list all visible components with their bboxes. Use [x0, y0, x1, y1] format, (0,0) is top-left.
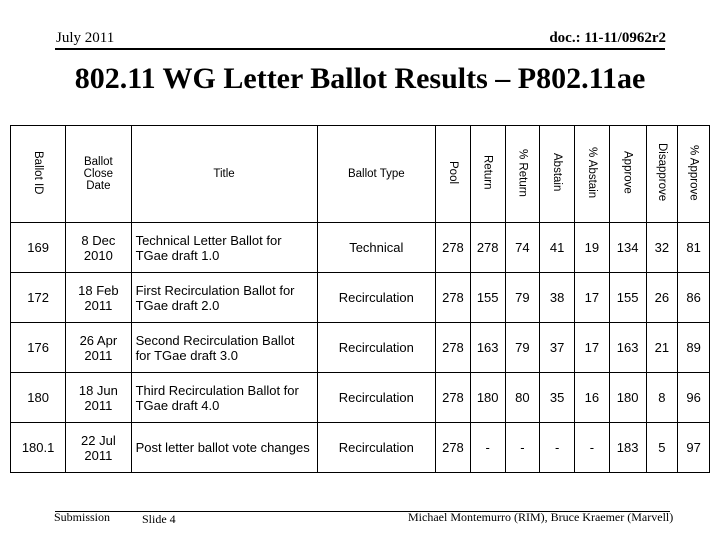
cell-close-date: 22 Jul 2011 [66, 423, 131, 473]
cell-approve: 155 [609, 273, 646, 323]
header-date: July 2011 [56, 30, 115, 46]
cell-return: 155 [470, 273, 505, 323]
cell-ballot-id: 180.1 [11, 423, 66, 473]
header-divider [55, 48, 665, 50]
table-row [11, 373, 710, 423]
column-header-close-date: Ballot Close Date [66, 126, 131, 223]
cell-close-date: 18 Feb 2011 [66, 273, 131, 323]
cell-disapprove: 26 [646, 273, 678, 323]
column-header-title: Title [131, 126, 317, 223]
cell-close-date: 26 Apr 2011 [66, 323, 131, 373]
cell-percent-approve: 96 [678, 373, 710, 423]
cell-percent-abstain: 19 [575, 223, 610, 273]
cell-return: 163 [470, 323, 505, 373]
slide-title: 802.11 WG Letter Ballot Results – P802.11ae [74, 62, 646, 95]
cell-percent-abstain: - [575, 423, 610, 473]
cell-approve: 134 [609, 223, 646, 273]
cell-percent-abstain: 17 [575, 273, 610, 323]
cell-title: Second Recirculation Ballot for TGae draft 3.0 [131, 323, 317, 373]
cell-disapprove: 5 [646, 423, 678, 473]
cell-abstain: 37 [540, 323, 575, 373]
cell-pool: 278 [436, 423, 471, 473]
column-header-ballot-type: Ballot Type [317, 126, 436, 223]
cell-disapprove: 8 [646, 373, 678, 423]
cell-percent-return: - [505, 423, 540, 473]
cell-abstain: - [540, 423, 575, 473]
cell-ballot-id: 176 [11, 323, 66, 373]
cell-title: First Recirculation Ballot for TGae draft 2.0 [131, 273, 317, 323]
column-header-percent-approve: % Approve [678, 126, 710, 223]
column-header-percent-abstain: % Abstain [575, 126, 610, 223]
cell-abstain: 35 [540, 373, 575, 423]
cell-pool: 278 [436, 273, 471, 323]
cell-title: Post letter ballot vote changes [131, 423, 317, 473]
cell-ballot-id: 172 [11, 273, 66, 323]
column-header-return: Return [470, 126, 505, 223]
cell-ballot-type: Recirculation [317, 273, 436, 323]
column-header-approve: Approve [609, 126, 646, 223]
cell-pool: 278 [436, 323, 471, 373]
cell-pool: 278 [436, 373, 471, 423]
footer-authors: Michael Montemurro (RIM), Bruce Kraemer (Marvell) [408, 510, 674, 524]
footer-slide-number: Slide 4 [142, 512, 176, 526]
table-row [11, 323, 710, 373]
cell-return: - [470, 423, 505, 473]
cell-close-date: 8 Dec 2010 [66, 223, 131, 273]
cell-percent-return: 79 [505, 323, 540, 373]
cell-percent-approve: 89 [678, 323, 710, 373]
cell-ballot-type: Recirculation [317, 323, 436, 373]
column-header-pool: Pool [436, 126, 471, 223]
cell-percent-abstain: 16 [575, 373, 610, 423]
cell-ballot-type: Recirculation [317, 373, 436, 423]
cell-ballot-id: 180 [11, 373, 66, 423]
cell-percent-abstain: 17 [575, 323, 610, 373]
cell-disapprove: 32 [646, 223, 678, 273]
cell-percent-approve: 81 [678, 223, 710, 273]
cell-title: Third Recirculation Ballot for TGae draft 4.0 [131, 373, 317, 423]
cell-percent-approve: 86 [678, 273, 710, 323]
table-header-row [11, 126, 710, 223]
cell-approve: 180 [609, 373, 646, 423]
column-header-percent-return: % Return [505, 126, 540, 223]
cell-disapprove: 21 [646, 323, 678, 373]
footer-submission: Submission [54, 510, 111, 524]
column-header-disapprove: Disapprove [646, 126, 678, 223]
cell-abstain: 38 [540, 273, 575, 323]
cell-ballot-id: 169 [11, 223, 66, 273]
cell-percent-return: 74 [505, 223, 540, 273]
cell-pool: 278 [436, 223, 471, 273]
document-number: doc.: 11-11/0962r2 [549, 30, 666, 46]
cell-title: Technical Letter Ballot for TGae draft 1.0 [131, 223, 317, 273]
cell-return: 180 [470, 373, 505, 423]
column-header-ballot-id: Ballot ID [11, 126, 66, 223]
cell-close-date: 18 Jun 2011 [66, 373, 131, 423]
cell-abstain: 41 [540, 223, 575, 273]
ballot-results-table [10, 125, 710, 473]
cell-ballot-type: Technical [317, 223, 436, 273]
table-row [11, 223, 710, 273]
cell-approve: 163 [609, 323, 646, 373]
cell-percent-return: 79 [505, 273, 540, 323]
cell-percent-approve: 97 [678, 423, 710, 473]
cell-return: 278 [470, 223, 505, 273]
cell-percent-return: 80 [505, 373, 540, 423]
cell-approve: 183 [609, 423, 646, 473]
cell-ballot-type: Recirculation [317, 423, 436, 473]
table-row [11, 423, 710, 473]
table-row [11, 273, 710, 323]
column-header-abstain: Abstain [540, 126, 575, 223]
